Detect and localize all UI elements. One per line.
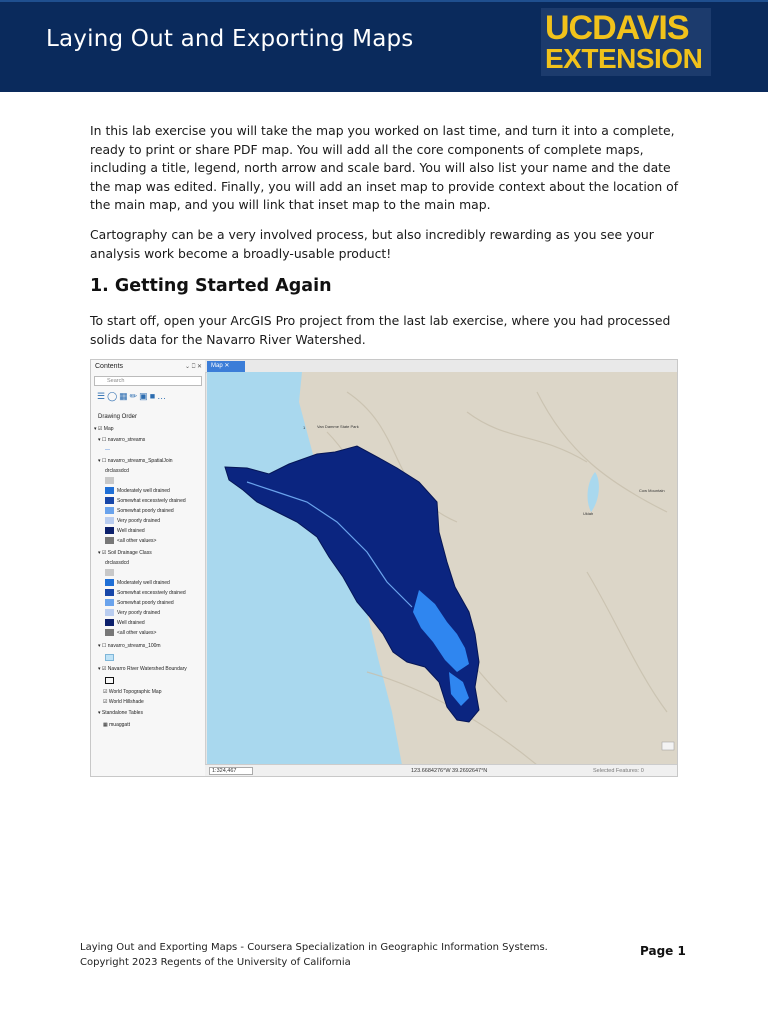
layer-map[interactable]: ▾ ☑ Map <box>94 426 114 432</box>
logo-line1: UCDAVIS <box>545 9 689 47</box>
legend-swatch <box>105 619 114 626</box>
contents-toolbar-icons[interactable]: ☰◯▦✏▣■… <box>97 391 169 401</box>
intro-paragraph: In this lab exercise you will take the map you worked on last time, and turn it into a complete, ready to print or share PDF map. You will add all the core components of complete maps, including a title, legend, north arrow and scale bard. You will also list your name and the date the map was edited. Finally, you will add an inset map to provide context about the location of the main map, and you will link that inset map to the main map. <box>90 123 679 213</box>
legend-label: Moderately well drained <box>117 580 170 586</box>
section-heading: 1. Getting Started Again <box>90 276 332 296</box>
pane-controls[interactable]: ⌄ ⎕ ✕ <box>185 364 202 370</box>
map-control[interactable] <box>662 742 674 750</box>
legend-swatch <box>105 537 114 544</box>
legend-label: <all other values> <box>117 630 157 636</box>
legend-label: <all other values> <box>117 538 157 544</box>
legend-swatch <box>105 517 114 524</box>
page-number: Page 1 <box>640 944 686 958</box>
logo-line2: EXTENSION <box>545 43 703 74</box>
legend-label: Somewhat poorly drained <box>117 508 174 514</box>
layer-watershed[interactable]: ▾ ☑ Navarro River Watershed Boundary <box>98 666 187 672</box>
legend-swatch <box>105 599 114 606</box>
legend-swatch <box>105 609 114 616</box>
ucdavis-extension-logo <box>541 8 711 76</box>
table-muaggatt[interactable]: ▦ muaggatt <box>103 722 130 728</box>
layer-navarro-streams[interactable]: ▾ ☐ navarro_streams <box>98 437 146 443</box>
legend-label: Well drained <box>117 528 145 534</box>
swatch <box>105 569 114 576</box>
coordinate-readout: 123.6684276°W 39.2692647°N <box>411 768 488 774</box>
map-status-bar <box>205 764 677 777</box>
map-view[interactable] <box>207 372 677 765</box>
legend-swatch <box>105 629 114 636</box>
tab-map[interactable]: Map ✕ <box>207 361 245 372</box>
layer-spatialjoin[interactable]: ▾ ☐ navarro_streams_SpatialJoin <box>98 458 173 464</box>
field-label-1: drclassdcd <box>105 468 129 474</box>
legend-label: Very poorly drained <box>117 518 161 524</box>
drawing-order-label: Drawing Order <box>98 414 138 420</box>
start-paragraph: To start off, open your ArcGIS Pro project from the last lab exercise, where you had processed solids data for the Navarro River Watershed. <box>90 313 671 347</box>
contents-pane <box>91 360 206 776</box>
document-title: Laying Out and Exporting Maps <box>46 26 414 52</box>
legend-swatch <box>105 507 114 514</box>
layer-soil-class[interactable]: ▾ ☑ Soil Drainage Class <box>98 550 152 556</box>
swatch <box>105 654 114 661</box>
contents-title: Contents <box>95 363 124 370</box>
legend-label: Moderately well drained <box>117 488 170 494</box>
legend-swatch <box>105 487 114 494</box>
arcgis-screenshot <box>90 359 678 777</box>
scale-selector[interactable]: 1:324,467 <box>209 767 253 775</box>
layer-hillshade[interactable]: ☑ World Hillshade <box>103 699 144 705</box>
layer-streams-100m[interactable]: ▾ ☐ navarro_streams_100m <box>98 643 161 649</box>
swatch <box>105 677 114 684</box>
legend-label: Somewhat excessively drained <box>117 498 186 504</box>
legend-label: Somewhat excessively drained <box>117 590 186 596</box>
page-header <box>0 0 768 92</box>
legend-label: Somewhat poorly drained <box>117 600 174 606</box>
stream-symbol: — <box>105 447 110 453</box>
legend-label: Well drained <box>117 620 145 626</box>
layer-topo[interactable]: ☑ World Topographic Map <box>103 689 162 695</box>
legend-swatch <box>105 589 114 596</box>
ukiah-label: Ukiah <box>583 511 594 516</box>
footer-text: Laying Out and Exporting Maps - Coursera Specialization in Geographic Information Systems. Copyright 2023 Regents of the University of California <box>80 942 548 968</box>
standalone-tables[interactable]: ▾ Standalone Tables <box>98 710 143 716</box>
legend-swatch <box>105 497 114 504</box>
cartography-paragraph: Cartography can be a very involved process, but also incredibly rewarding as you see your analysis work become a broadly-usable product! <box>90 227 654 261</box>
cow-mountain-label: Cow Mountain <box>639 488 665 493</box>
swatch <box>105 477 114 484</box>
legend-swatch <box>105 579 114 586</box>
park-label: Van Damme State Park <box>317 424 359 429</box>
search-input[interactable]: Search <box>94 376 202 386</box>
legend-swatch <box>105 527 114 534</box>
field-label-2: drclassdcd <box>105 560 129 566</box>
map-canvas <box>207 372 677 765</box>
selected-features[interactable]: Selected Features: 0 <box>593 768 644 774</box>
legend-label: Very poorly drained <box>117 610 161 616</box>
route-label: 1 <box>303 425 306 430</box>
